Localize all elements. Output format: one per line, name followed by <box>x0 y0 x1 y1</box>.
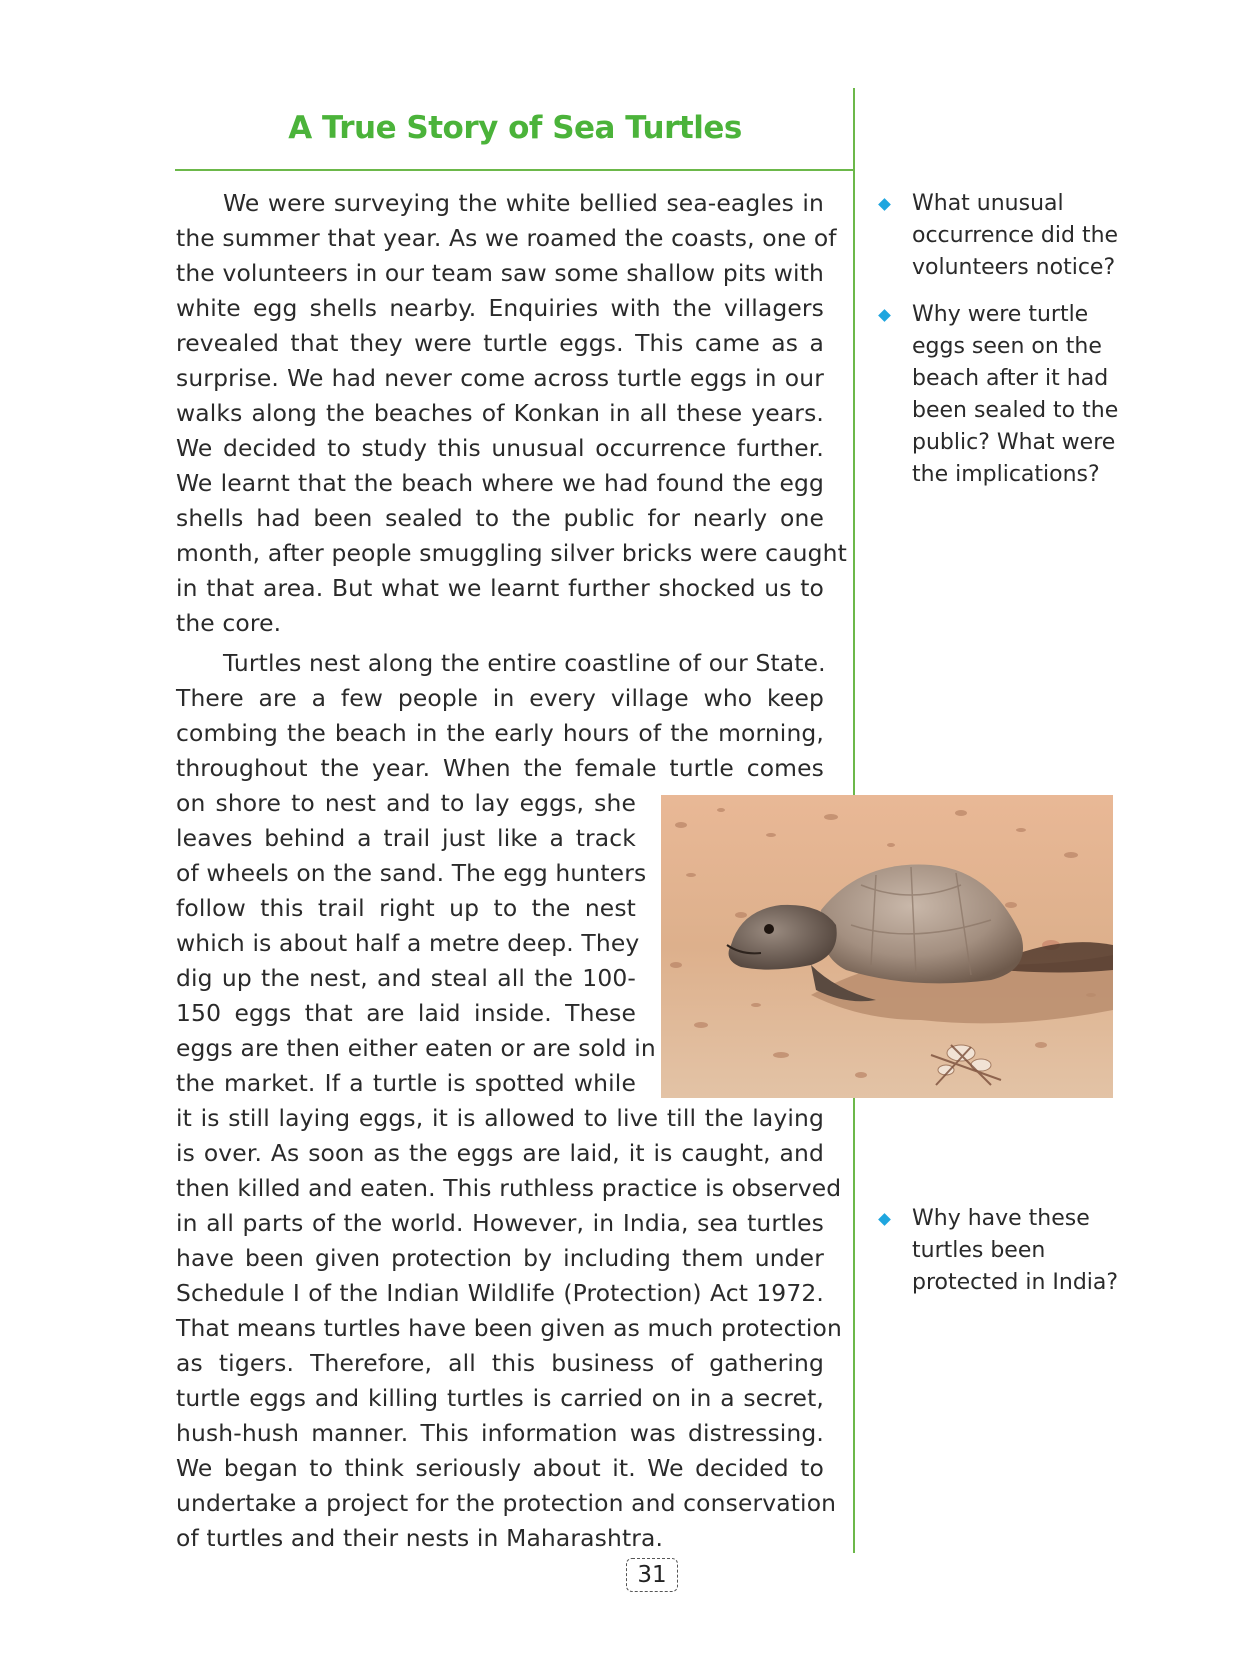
question-line: occurrence did the <box>912 223 1119 248</box>
text-line: in that area. But what we learnt further shocked us to <box>176 574 824 602</box>
question-line: eggs seen on the <box>912 334 1102 359</box>
text-line: That means turtles have been given as much protection <box>176 1314 842 1342</box>
paragraph-2-start <box>176 646 824 786</box>
question-line: volunteers notice? <box>912 255 1116 280</box>
question-line: public? What were <box>912 430 1116 455</box>
text-line: hush-hush manner. This information was distressing. <box>176 1419 824 1447</box>
text-line: follow this trail right up to the nest <box>176 894 636 922</box>
question-line: What unusual <box>912 191 1064 216</box>
text-line: as tigers. Therefore, all this business of gathering <box>176 1349 824 1377</box>
question-text <box>912 1203 1152 1299</box>
text-line: Turtles nest along the entire coastline of our State. <box>223 649 826 677</box>
text-line: We decided to study this unusual occurrence further. <box>176 434 824 462</box>
diamond-bullet-icon <box>878 198 891 211</box>
text-line: surprise. We had never come across turtle eggs in our <box>176 364 824 392</box>
text-line: the market. If a turtle is spotted while <box>176 1069 636 1097</box>
diamond-bullet-icon <box>878 309 891 322</box>
text-line: on shore to nest and to lay eggs, she <box>176 789 636 817</box>
page-number: 31 <box>626 1558 678 1592</box>
text-line: undertake a project for the protection and conservation <box>176 1489 837 1517</box>
text-line: of wheels on the sand. The egg hunters <box>176 859 647 887</box>
text-line: walks along the beaches of Konkan in all these years. <box>176 399 824 427</box>
question-line: been sealed to the <box>912 398 1119 423</box>
text-line: dig up the nest, and steal all the 100- <box>176 964 636 992</box>
question-line: beach after it had <box>912 366 1109 391</box>
question-line: Why were turtle <box>912 302 1089 327</box>
question-text <box>912 299 1152 491</box>
text-line: the core. <box>176 609 282 637</box>
text-line: revealed that they were turtle eggs. This came as a <box>176 329 824 357</box>
question-line: turtles been <box>912 1238 1046 1263</box>
text-line: is over. As soon as the eggs are laid, it is caught, and <box>176 1139 824 1167</box>
title-underline <box>175 169 855 171</box>
text-line: white egg shells nearby. Enquiries with the villagers <box>176 294 824 322</box>
page-title: A True Story of Sea Turtles <box>288 110 742 146</box>
diamond-bullet-icon <box>878 1213 891 1226</box>
sea-turtle-photo <box>661 795 1113 1098</box>
question-line: the implications? <box>912 462 1100 487</box>
text-line: eggs are then either eaten or are sold in <box>176 1034 656 1062</box>
text-line: There are a few people in every village who keep <box>176 684 824 712</box>
text-line: the summer that year. As we roamed the coasts, one of <box>176 224 837 252</box>
paragraph-1 <box>176 186 847 641</box>
text-line: turtle eggs and killing turtles is carried on in a secret, <box>176 1384 824 1412</box>
text-line: leaves behind a trail just like a track <box>176 824 636 852</box>
text-line: 150 eggs that are laid inside. These <box>176 999 636 1027</box>
text-line: the volunteers in our team saw some shallow pits with <box>176 259 824 287</box>
text-line: have been given protection by including them under <box>176 1244 824 1272</box>
text-line: shells had been sealed to the public for nearly one <box>176 504 824 532</box>
text-line: month, after people smuggling silver bricks were caught <box>176 539 847 567</box>
paragraph-2-end <box>176 1101 842 1556</box>
text-line: in all parts of the world. However, in India, sea turtles <box>176 1209 824 1237</box>
text-line: throughout the year. When the female turtle comes <box>176 754 824 782</box>
paragraph-2-wrapped <box>176 786 656 1101</box>
question-line: protected in India? <box>912 1270 1119 1295</box>
text-line: Schedule I of the Indian Wildlife (Protection) Act 1972. <box>176 1279 824 1307</box>
text-line: it is still laying eggs, it is allowed to live till the laying <box>176 1104 824 1132</box>
text-line: We were surveying the white bellied sea-eagles in <box>223 189 824 217</box>
text-line: We began to think seriously about it. We decided to <box>176 1454 824 1482</box>
text-line: then killed and eaten. This ruthless practice is observed <box>176 1174 842 1202</box>
text-line: which is about half a metre deep. They <box>176 929 640 957</box>
text-line: of turtles and their nests in Maharashtra. <box>176 1524 664 1552</box>
text-line: We learnt that the beach where we had found the egg <box>176 469 824 497</box>
question-text <box>912 188 1152 284</box>
question-line: Why have these <box>912 1206 1090 1231</box>
text-line: combing the beach in the early hours of the morning, <box>176 719 824 747</box>
